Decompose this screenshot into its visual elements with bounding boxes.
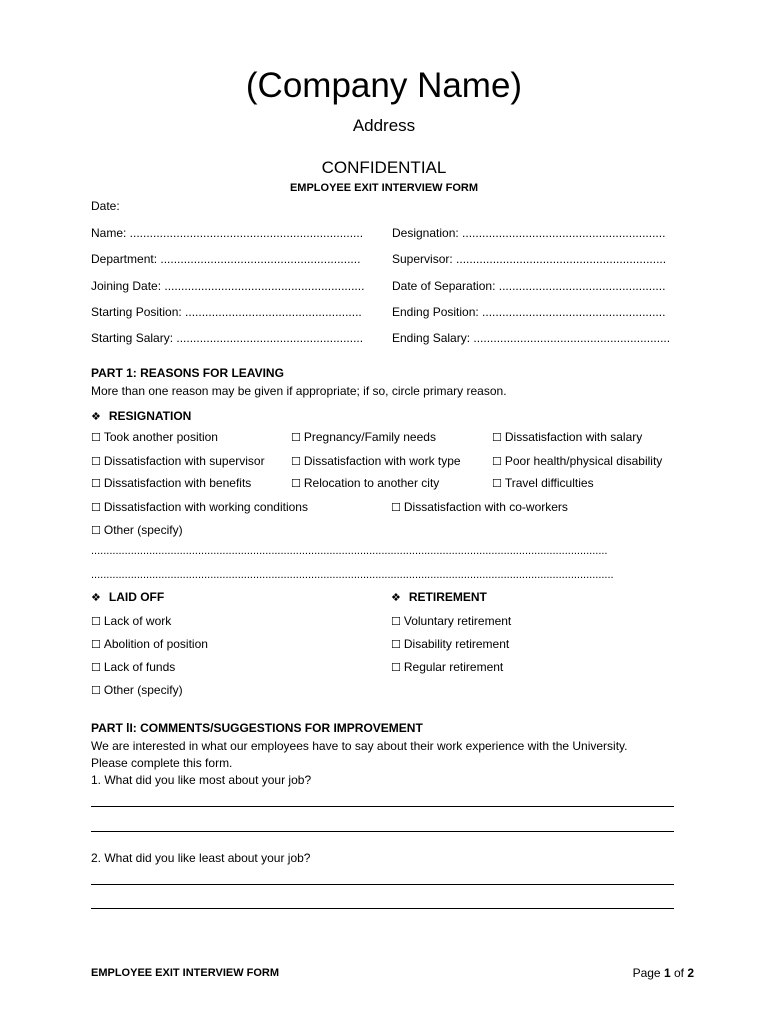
- question-1: 1. What did you like most about your job?: [91, 773, 312, 787]
- resignation-option-supervisor[interactable]: ☐ Dissatisfaction with supervisor: [91, 454, 265, 468]
- date-field[interactable]: Date:: [91, 199, 120, 213]
- date-of-separation-field[interactable]: Date of Separation: ..................................................: [392, 279, 666, 293]
- laid-off-heading: ❖ LAID OFF: [91, 590, 165, 604]
- laid-off-option-other[interactable]: ☐ Other (specify): [91, 683, 183, 697]
- department-field[interactable]: Department: ............................................................: [91, 252, 361, 266]
- page-total: 2: [687, 966, 694, 980]
- checkbox-icon[interactable]: ☐: [91, 684, 101, 697]
- retirement-heading: ❖ RETIREMENT: [391, 590, 487, 604]
- resignation-option-work-type[interactable]: ☐ Dissatisfaction with work type: [291, 454, 461, 468]
- laid-off-option-lack-of-funds[interactable]: ☐ Lack of funds: [91, 660, 176, 674]
- checkbox-icon[interactable]: ☐: [91, 524, 101, 537]
- checkbox-icon[interactable]: ☐: [91, 431, 101, 444]
- joining-date-field[interactable]: Joining Date: ............................................................: [91, 279, 365, 293]
- part1-note: More than one reason may be given if appropriate; if so, circle primary reason.: [91, 384, 507, 398]
- resignation-option-benefits[interactable]: ☐ Dissatisfaction with benefits: [91, 476, 252, 490]
- checkbox-icon[interactable]: ☐: [91, 615, 101, 628]
- checkbox-icon[interactable]: ☐: [391, 501, 401, 514]
- form-title: EMPLOYEE EXIT INTERVIEW FORM: [289, 182, 479, 194]
- checkbox-icon[interactable]: ☐: [391, 615, 401, 628]
- checkbox-icon[interactable]: ☐: [291, 431, 301, 444]
- answer-1-line-2[interactable]: [91, 831, 674, 832]
- part1-title: PART 1: REASONS FOR LEAVING: [91, 366, 284, 380]
- checkbox-icon[interactable]: ☐: [91, 455, 101, 468]
- company-name: (Company Name): [245, 66, 523, 105]
- ending-salary-field[interactable]: Ending Salary: ...........................................................: [392, 331, 671, 345]
- resignation-option-co-workers[interactable]: ☐ Dissatisfaction with co-workers: [391, 500, 568, 514]
- checkbox-icon[interactable]: ☐: [391, 638, 401, 651]
- checkbox-icon[interactable]: ☐: [291, 455, 301, 468]
- page-indicator: Page 1 of 2: [632, 966, 694, 980]
- checkbox-icon[interactable]: ☐: [492, 455, 502, 468]
- answer-1-line-1[interactable]: [91, 806, 674, 807]
- checkbox-icon[interactable]: ☐: [91, 638, 101, 651]
- resignation-option-relocation[interactable]: ☐ Relocation to another city: [291, 476, 440, 490]
- part2-title: PART lI: COMMENTS/SUGGESTIONS FOR IMPROVEMENT: [91, 721, 423, 735]
- name-field[interactable]: Name: ......................................................................: [91, 226, 364, 240]
- retirement-option-disability[interactable]: ☐ Disability retirement: [391, 637, 510, 651]
- specify-line-1[interactable]: .........................................................................................................................................................................: [91, 545, 608, 557]
- resignation-option-travel[interactable]: ☐ Travel difficulties: [492, 476, 594, 490]
- answer-2-line-2[interactable]: [91, 908, 674, 909]
- resignation-option-salary[interactable]: ☐ Dissatisfaction with salary: [492, 430, 643, 444]
- diamond-bullet-icon: ❖: [91, 591, 101, 604]
- checkbox-icon[interactable]: ☐: [91, 661, 101, 674]
- laid-off-option-abolition[interactable]: ☐ Abolition of position: [91, 637, 208, 651]
- resignation-option-poor-health[interactable]: ☐ Poor health/physical disability: [492, 454, 663, 468]
- resignation-option-pregnancy[interactable]: ☐ Pregnancy/Family needs: [291, 430, 436, 444]
- starting-salary-field[interactable]: Starting Salary: ........................................................: [91, 331, 364, 345]
- retirement-option-regular[interactable]: ☐ Regular retirement: [391, 660, 504, 674]
- part2-intro-line1: We are interested in what our employees have to say about their work experience with the University.: [91, 739, 628, 753]
- laid-off-option-lack-of-work[interactable]: ☐ Lack of work: [91, 614, 172, 628]
- company-address: Address: [352, 116, 416, 135]
- designation-field[interactable]: Designation: .............................................................: [392, 226, 666, 240]
- resignation-option-other[interactable]: ☐ Other (specify): [91, 523, 183, 537]
- checkbox-icon[interactable]: ☐: [492, 431, 502, 444]
- ending-position-field[interactable]: Ending Position: .......................................................: [392, 305, 666, 319]
- retirement-option-voluntary[interactable]: ☐ Voluntary retirement: [391, 614, 512, 628]
- answer-2-line-1[interactable]: [91, 884, 674, 885]
- resignation-option-took-another-position[interactable]: ☐ Took another position: [91, 430, 218, 444]
- checkbox-icon[interactable]: ☐: [91, 477, 101, 490]
- specify-line-2[interactable]: ...........................................................................................................................................................................: [91, 569, 614, 581]
- resignation-heading: ❖ RESIGNATION: [91, 409, 192, 423]
- diamond-bullet-icon: ❖: [391, 591, 401, 604]
- resignation-option-working-conditions[interactable]: ☐ Dissatisfaction with working conditions: [91, 500, 308, 514]
- question-2: 2. What did you like least about your job?: [91, 851, 311, 865]
- diamond-bullet-icon: ❖: [91, 410, 101, 423]
- footer-form-label: EMPLOYEE EXIT INTERVIEW FORM: [91, 967, 280, 979]
- checkbox-icon[interactable]: ☐: [291, 477, 301, 490]
- checkbox-icon[interactable]: ☐: [91, 501, 101, 514]
- part2-intro-line2: Please complete this form.: [91, 756, 233, 770]
- checkbox-icon[interactable]: ☐: [492, 477, 502, 490]
- supervisor-field[interactable]: Supervisor: ...............................................................: [392, 252, 667, 266]
- confidential-label: CONFIDENTIAL: [321, 158, 447, 177]
- starting-position-field[interactable]: Starting Position: .....................................................: [91, 305, 362, 319]
- checkbox-icon[interactable]: ☐: [391, 661, 401, 674]
- page-current: 1: [663, 966, 671, 980]
